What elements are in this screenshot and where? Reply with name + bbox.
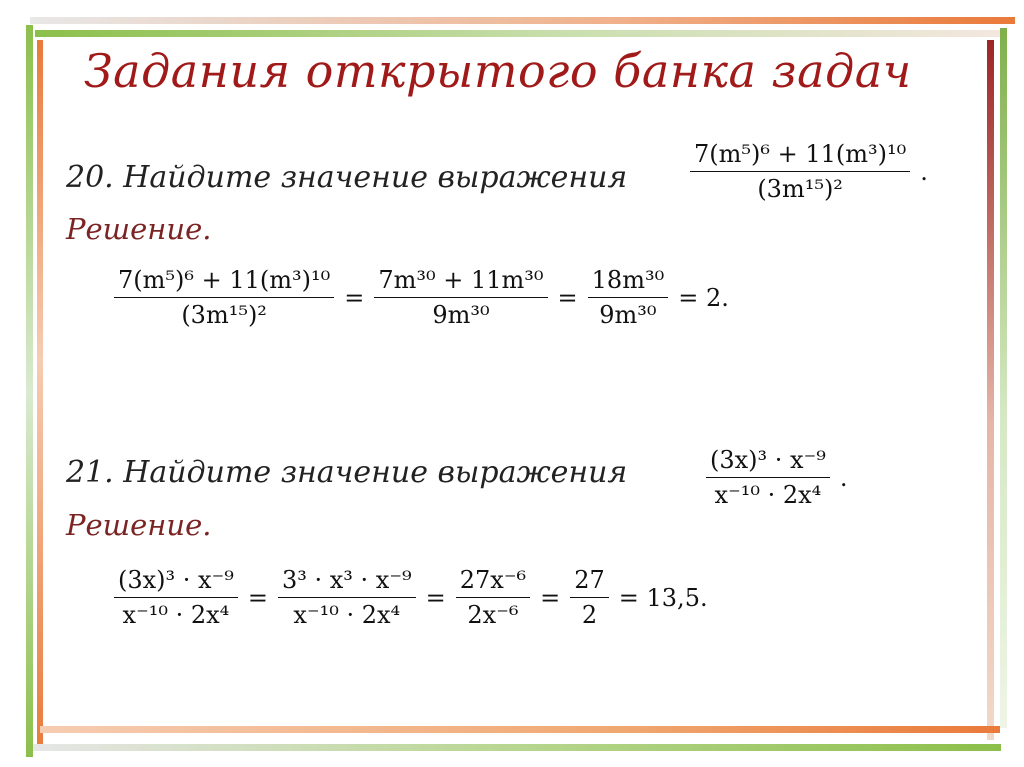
- frame-bottom-inner: [33, 744, 1001, 751]
- equals-sign: =: [540, 583, 561, 612]
- task-20-step-3-denominator: 9m³⁰: [599, 301, 657, 329]
- task-20-step-2-denominator: 9m³⁰: [432, 301, 490, 329]
- task-21-step-2-denominator: x⁻¹⁰ · 2x⁴: [293, 601, 401, 629]
- frame-top-outer: [30, 17, 1015, 24]
- equals-sign: =: [557, 283, 578, 312]
- task-20-step-2: [374, 266, 547, 329]
- task-20-step-3: [588, 266, 669, 329]
- task-20-result: = 2.: [678, 283, 729, 312]
- task-21-step-4: [570, 566, 609, 629]
- task-20-step-3-numerator: 18m³⁰: [588, 266, 669, 298]
- task-21-step-3: [456, 566, 530, 629]
- task-21-step-3-numerator: 27x⁻⁶: [456, 566, 530, 598]
- task-20-expression: [686, 140, 934, 203]
- frame-right-inner: [1000, 28, 1007, 728]
- task-20-solution-chain: [110, 266, 735, 329]
- task-21-step-1-numerator: (3x)³ · x⁻⁹: [114, 566, 238, 598]
- task-21-step-4-denominator: 2: [581, 601, 598, 629]
- equals-sign: =: [425, 583, 446, 612]
- task-21-step-3-denominator: 2x⁻⁶: [467, 601, 519, 629]
- slide-title: Задания открытого банка задач: [84, 44, 912, 98]
- task-21-step-1-denominator: x⁻¹⁰ · 2x⁴: [122, 601, 230, 629]
- frame-bottom-outer: [40, 726, 1000, 733]
- frame-left-outer: [26, 25, 33, 757]
- task-21-expression-denominator: x⁻¹⁰ · 2x⁴: [714, 481, 822, 509]
- frame-right-outer: [987, 40, 994, 740]
- task-20-statement: 20. Найдите значение выражения: [66, 160, 628, 195]
- task-20-step-1: [114, 266, 334, 329]
- task-21-step-4-numerator: 27: [570, 566, 609, 598]
- task-20-step-1-numerator: 7(m⁵)⁶ + 11(m³)¹⁰: [114, 266, 334, 298]
- task-20-expression-fraction: [690, 140, 910, 203]
- task-21-expression-fraction: [706, 446, 830, 509]
- task-21-step-2: [278, 566, 416, 629]
- task-21-step-2-numerator: 3³ · x³ · x⁻⁹: [278, 566, 416, 598]
- frame-top-inner: [35, 30, 1000, 37]
- task-20-expression-numerator: 7(m⁵)⁶ + 11(m³)¹⁰: [690, 140, 910, 172]
- task-21-expression-numerator: (3x)³ · x⁻⁹: [706, 446, 830, 478]
- task-21-solution-label: Решение.: [66, 508, 212, 542]
- task-21-step-1: [114, 566, 238, 629]
- equals-sign: =: [247, 583, 268, 612]
- task-21-expression-period: .: [839, 463, 848, 492]
- task-21-expression: [702, 446, 854, 509]
- task-20-expression-denominator: (3m¹⁵)²: [757, 175, 843, 203]
- equals-sign: =: [344, 283, 365, 312]
- task-20-step-2-numerator: 7m³⁰ + 11m³⁰: [374, 266, 547, 298]
- task-21-solution-chain: [110, 566, 714, 629]
- task-20-step-1-denominator: (3m¹⁵)²: [181, 301, 267, 329]
- task-20-expression-period: .: [920, 157, 928, 186]
- frame-left-inner: [37, 40, 43, 750]
- task-21-result: = 13,5.: [618, 583, 708, 612]
- task-21-statement: 21. Найдите значение выражения: [66, 455, 628, 490]
- task-20-solution-label: Решение.: [66, 212, 212, 246]
